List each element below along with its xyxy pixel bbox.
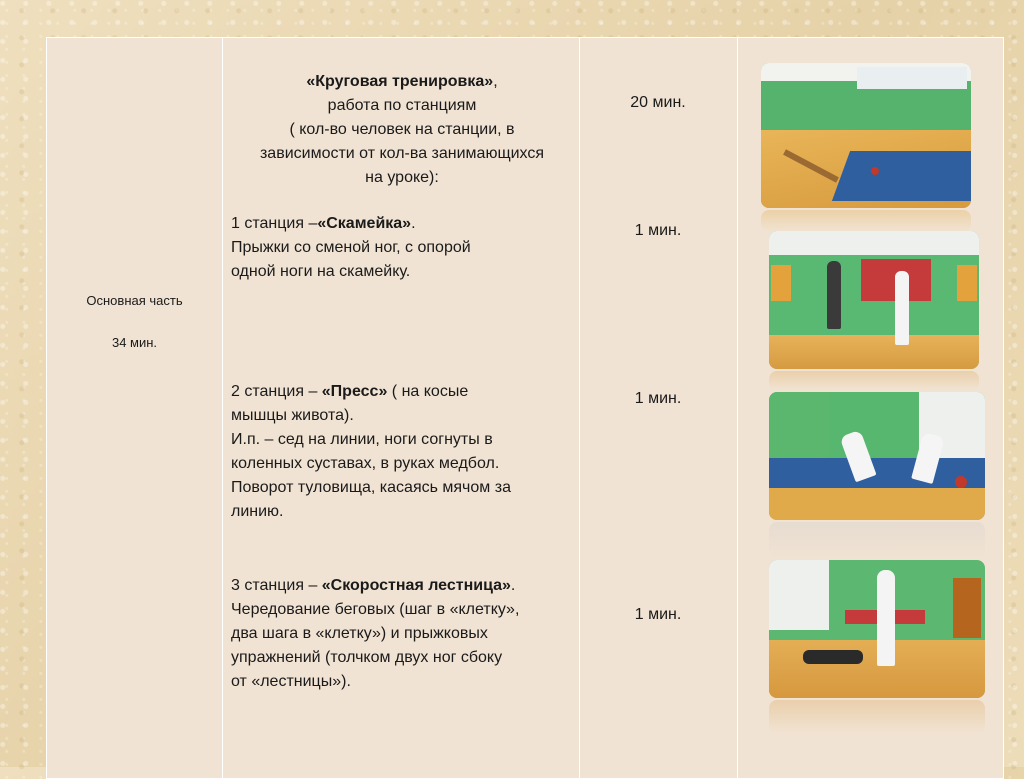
intro-line: зависимости от кол-ва занимающихся [259, 145, 545, 162]
photo-reflection [761, 210, 971, 232]
station-line: коленных суставах, в руках медбол. [231, 455, 500, 472]
intro-line: работа по станциям [327, 97, 477, 114]
station-2 [231, 380, 576, 524]
photo-reflection [769, 700, 985, 734]
intro-title-line: «Круговая тренировка», [306, 73, 498, 90]
station-name: «Скоростная лестница» [321, 577, 511, 594]
photo-reflection [769, 522, 985, 558]
station-name: «Скамейка» [317, 215, 412, 232]
column-divider [222, 38, 223, 778]
station-line: от «лестницы»). [231, 673, 351, 690]
station-1-time: 1 мин. [634, 222, 682, 239]
column-divider [737, 38, 738, 778]
station-heading: 3 станция – «Скоростная лестница». [231, 577, 516, 594]
lesson-table [46, 37, 1004, 779]
intro-title: «Круговая тренировка» [306, 73, 494, 90]
station-line: линию. [231, 503, 284, 520]
station-line: И.п. – сед на линии, ноги согнуты в [231, 431, 493, 448]
station-1 [231, 212, 576, 284]
photo-reflection [769, 371, 979, 391]
intro-line: на уроке): [365, 169, 439, 186]
station-3-time: 1 мин. [634, 606, 682, 623]
section-name: Основная часть [86, 293, 183, 308]
station-heading: 2 станция – «Пресс» ( на косые [231, 383, 469, 400]
bench-station-photo [769, 231, 979, 369]
section-duration: 34 мин. [111, 335, 158, 350]
station-heading: 1 станция –«Скамейка». [231, 215, 416, 232]
station-line: Чередование беговых (шаг в «клетку», [231, 601, 520, 618]
station-line: два шага в «клетку») и прыжковых [231, 625, 488, 642]
column-divider [579, 38, 580, 778]
gym-overview-photo [761, 63, 971, 208]
intro-block [237, 70, 567, 190]
intro-line: ( кол-во человек на станции, в [289, 121, 515, 138]
press-station-photo [769, 392, 985, 520]
intro-time: 20 мин. [630, 94, 686, 111]
station-name: «Пресс» [321, 383, 388, 400]
station-3 [231, 574, 576, 694]
station-2-time: 1 мин. [634, 390, 682, 407]
station-line: Прыжки со сменой ног, с опорой [231, 239, 471, 256]
speed-ladder-photo [769, 560, 985, 698]
station-line: Поворот туловища, касаясь мячом за [231, 479, 511, 496]
station-line: упражнений (толчком двух ног сбоку [231, 649, 503, 666]
station-line: одной ноги на скамейку. [231, 263, 411, 280]
station-line: мышцы живота). [231, 407, 354, 424]
